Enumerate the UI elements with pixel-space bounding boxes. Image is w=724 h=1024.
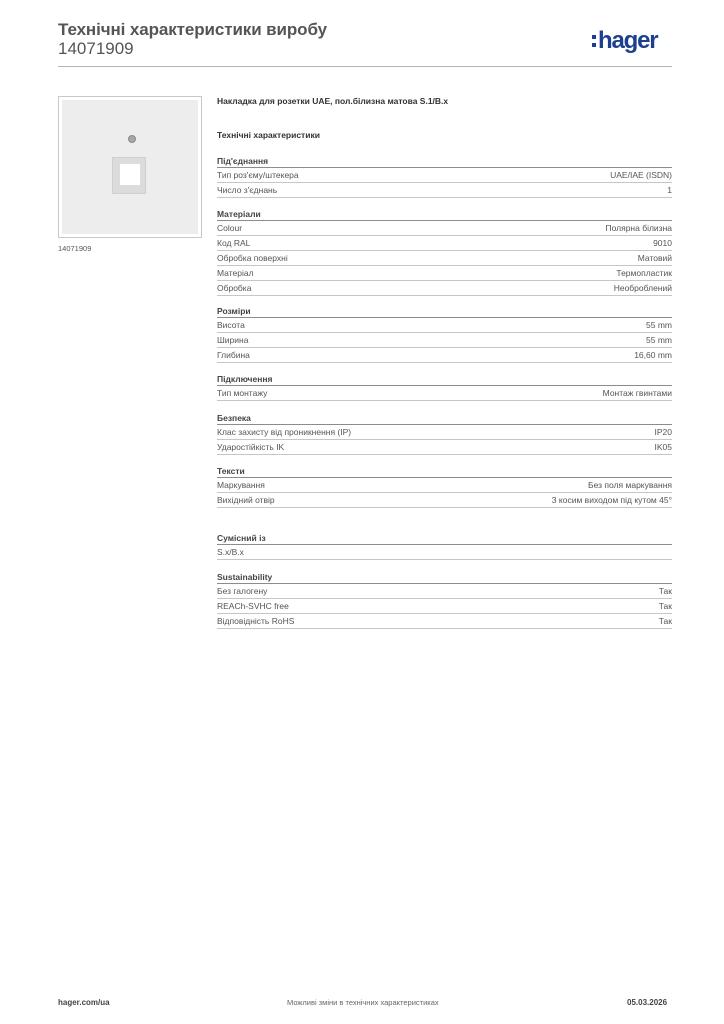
spec-value: Матовий (637, 253, 672, 263)
spec-label: Colour (217, 223, 243, 233)
led-indicator-icon (128, 135, 136, 143)
section-title: Сумісний із (217, 533, 266, 543)
spec-row (217, 599, 672, 614)
spec-label: Число з'єднань (217, 185, 278, 195)
spec-row (217, 425, 672, 440)
spec-label: Відповідність RoHS (217, 616, 295, 626)
spec-value: 55 mm (646, 335, 672, 345)
spec-label: Матеріал (217, 268, 254, 278)
spec-label: Маркування (217, 480, 265, 490)
spec-value: Полярна білизна (605, 223, 672, 233)
section-title: Розміри (217, 306, 251, 316)
spec-value: Так (658, 601, 672, 611)
spec-label: S.x/B.x (217, 547, 244, 557)
spec-value: 1 (667, 185, 672, 195)
spec-label: Тип монтажу (217, 388, 268, 398)
spec-value: IP20 (654, 427, 672, 437)
section-title: Sustainability (217, 572, 273, 582)
spec-value: Без поля маркування (588, 480, 672, 490)
spec-value: Необроблений (613, 283, 672, 293)
section-title: Безпека (217, 413, 251, 423)
spec-value: UAE/IAE (ISDN) (610, 170, 672, 180)
logo-dots-icon (592, 35, 596, 47)
spec-value: Так (658, 616, 672, 626)
spec-row (217, 478, 672, 493)
cover-plate (62, 100, 198, 234)
product-name: Накладка для розетки UAE, пол.білизна матова S.1/B.x (217, 96, 449, 106)
spec-value: З косим виходом під кутом 45° (551, 495, 672, 505)
product-image (58, 96, 202, 238)
footer-note: Можливі зміни в технічних характеристиках (287, 998, 439, 1007)
spec-label: Код RAL (217, 238, 251, 248)
spec-row (217, 281, 672, 296)
spec-value: Монтаж гвинтами (602, 388, 672, 398)
spec-label: Ширина (217, 335, 249, 345)
spec-label: REACh-SVHC free (217, 601, 289, 611)
spec-row (217, 318, 672, 333)
logo-text: hager (598, 27, 658, 54)
socket-port-opening (120, 164, 140, 185)
footer-date: 05.03.2026 (627, 998, 668, 1007)
spec-value: Термопластик (616, 268, 672, 278)
spec-value: IK05 (654, 442, 672, 452)
spec-label: Обробка (217, 283, 252, 293)
spec-row (217, 386, 672, 401)
spec-row (217, 614, 672, 629)
spec-row (217, 251, 672, 266)
spec-row (217, 236, 672, 251)
spec-label: Глибина (217, 350, 250, 360)
spec-value: 9010 (653, 238, 672, 248)
spec-row (217, 348, 672, 363)
spec-heading: Технічні характеристики (217, 130, 320, 140)
document-title: Технічні характеристики виробу (58, 20, 327, 39)
spec-label: Вихідний отвір (217, 495, 275, 505)
spec-label: Клас захисту від проникнення (IP) (217, 427, 352, 437)
spec-row (217, 493, 672, 508)
spec-row (217, 221, 672, 236)
image-caption: 14071909 (58, 244, 92, 253)
document-code: 14071909 (58, 39, 134, 58)
spec-row (217, 333, 672, 348)
spec-label: Висота (217, 320, 245, 330)
spec-row (217, 183, 672, 198)
section-title: Під'єднання (217, 156, 269, 166)
section-title: Підключення (217, 374, 273, 384)
spec-label: Ударостійкість IK (217, 442, 285, 452)
section-title: Матеріали (217, 209, 261, 219)
spec-label: Без галогену (217, 586, 268, 596)
spec-row (217, 584, 672, 599)
spec-row (217, 440, 672, 455)
spec-value: Так (658, 586, 672, 596)
spec-row (217, 545, 672, 560)
hager-logo (592, 27, 657, 55)
section-title: Тексти (217, 466, 245, 476)
spec-value: 55 mm (646, 320, 672, 330)
spec-label: Тип роз'єму/штекера (217, 170, 299, 180)
spec-value: 16,60 mm (634, 350, 672, 360)
spec-row (217, 168, 672, 183)
header-divider (58, 66, 672, 67)
spec-row (217, 266, 672, 281)
spec-label: Обробка поверхні (217, 253, 288, 263)
footer-website: hager.com/ua (58, 998, 110, 1007)
